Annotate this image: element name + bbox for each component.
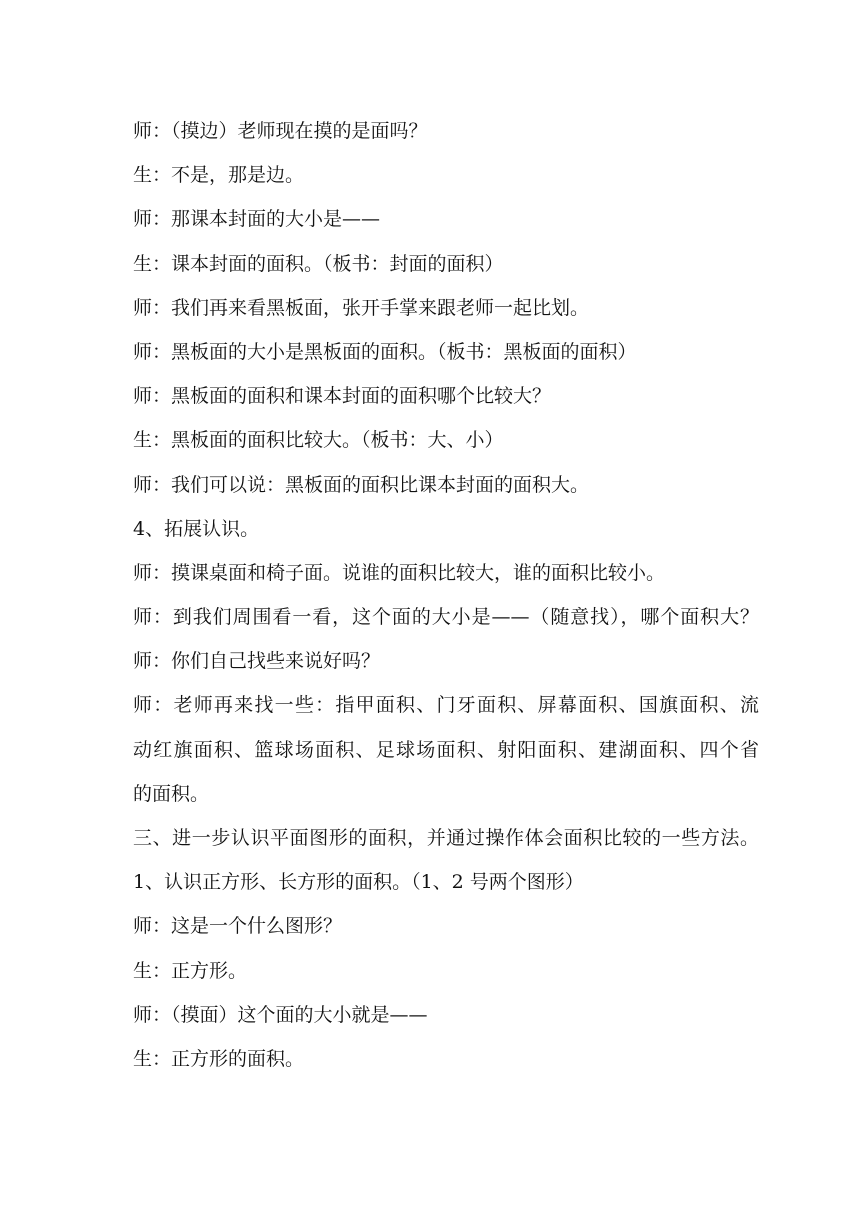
text-line: 生：不是，那是边。 [133,164,305,187]
text-line: 动红旗面积、篮球场面积、足球场面积、射阳面积、建湖面积、四个省 [133,738,759,761]
document-body [133,109,759,1081]
text-line: 师：我们再来看黑板面，张开手掌来跟老师一起比划。 [133,296,590,319]
text-line: 生：正方形的面积。 [133,1047,305,1070]
text-line: 师：（摸面）这个面的大小就是—— [133,1003,428,1026]
text-line: 师：你们自己找些来说好吗？ [133,650,381,673]
text-line: 师：到我们周围看一看，这个面的大小是——（随意找），哪个面积大？ [133,606,759,629]
text-line: 师：（摸边）老师现在摸的是面吗？ [133,120,428,142]
section-heading: 1、认识正方形、长方形的面积。（1、2 号两个图形） [133,871,584,894]
text-line: 师：黑板面的大小是黑板面的面积。（板书：黑板面的面积） [133,340,637,363]
section-heading: 4、拓展认识。 [133,517,260,540]
text-line: 生：课本封面的面积。（板书：封面的面积） [133,252,504,275]
text-line: 师：黑板面的面积和课本封面的面积哪个比较大？ [133,385,552,408]
text-line: 师：我们可以说：黑板面的面积比课本封面的面积大。 [133,473,590,496]
text-line: 师：那课本封面的大小是—— [133,208,381,231]
text-line: 师：摸课桌面和椅子面。说谁的面积比较大，谁的面积比较小。 [133,561,666,584]
text-line: 师：这是一个什么图形？ [133,915,343,938]
text-line: 生：黑板面的面积比较大。（板书：大、小） [133,429,504,452]
section-heading: 三、进一步认识平面图形的面积，并通过操作体会面积比较的一些方法。 [133,827,759,849]
text-line: 的面积。 [133,782,210,805]
text-line: 师：老师再来找一些：指甲面积、门牙面积、屏幕面积、国旗面积、流 [133,694,759,717]
text-line: 生：正方形。 [133,959,248,982]
